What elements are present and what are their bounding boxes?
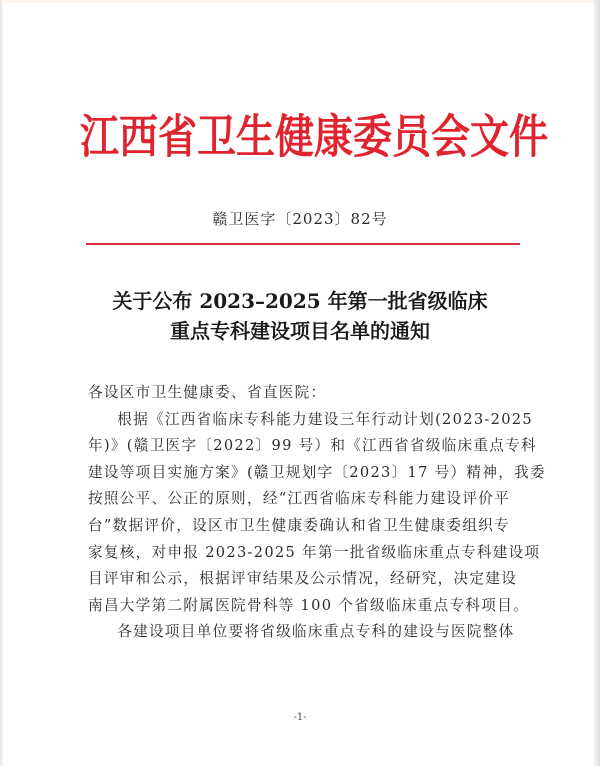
salutation <box>88 380 524 407</box>
paragraph-1-line-4: 按照公平、公正的原则，经“江西省临床专科能力建设评价平 <box>88 490 511 508</box>
title-line-1: 关于公布 2023–2025 年第一批省级临床 <box>112 289 488 313</box>
paragraph-2-line-1: 各建设项目单位要将省级临床重点专科的建设与医院整体 <box>117 623 515 641</box>
document-title <box>0 286 600 346</box>
paragraph-1-line-6: 家复核，对申报 2023-2025 年第一批省级临床重点专科建设项 <box>88 543 541 561</box>
document-body <box>88 380 546 646</box>
scan-top-band <box>0 0 600 3</box>
salutation-text: 各设区市卫生健康委、省直医院： <box>88 384 327 401</box>
paragraph-1-line-3: 建设等项目实施方案》(赣卫规划字〔2023〕17 号）精神，我委 <box>88 463 546 481</box>
paragraph-1-line-1: 根据《江西省临床专科能力建设三年行动计划(2023-2025 <box>117 410 533 428</box>
issuer-banner: 江西省卫生健康委员会文件 <box>80 111 549 165</box>
document-number: 赣卫医字〔2023〕82号 <box>212 210 388 228</box>
scan-right-edge <box>594 0 600 766</box>
paragraph-1 <box>88 407 546 620</box>
paragraph-1-line-2: 年)》(赣卫医字〔2022〕99 号）和《江西省省级临床重点专科 <box>88 437 537 455</box>
page-number: -1- <box>293 712 307 723</box>
title-line-2: 重点专科建设项目名单的通知 <box>170 319 430 343</box>
paragraph-2 <box>88 619 524 646</box>
paragraph-1-line-5: 台”数据评价，设区市卫生健康委确认和省卫生健康委组织专 <box>88 516 511 534</box>
scan-left-edge <box>0 0 4 766</box>
red-divider-rule <box>86 243 520 245</box>
paragraph-1-line-7: 目评审和公示，根据评审结果及公示情况，经研究，决定建设 <box>88 570 518 588</box>
paragraph-1-line-8: 南昌大学第二附属医院骨科等 100 个省级临床重点专科项目。 <box>88 596 529 614</box>
